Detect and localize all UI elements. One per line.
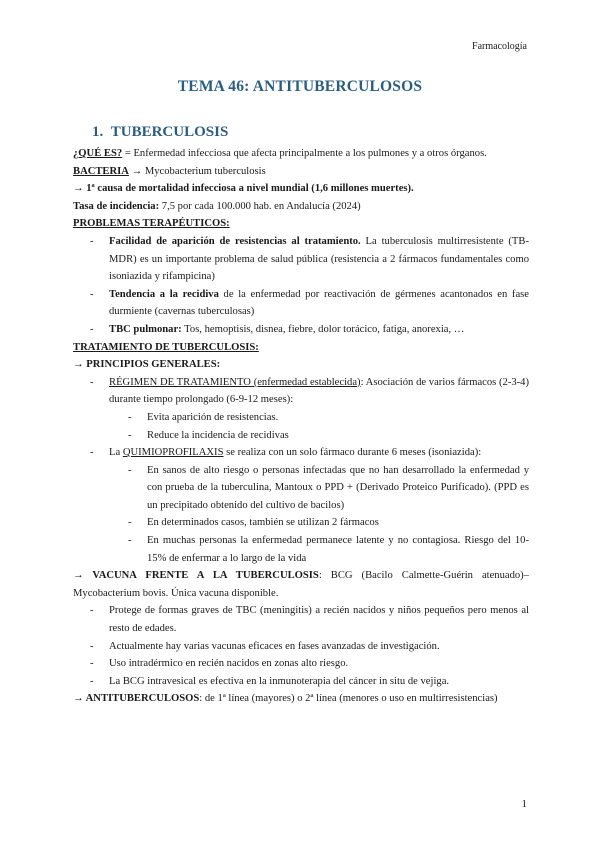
regimen-subitem: - Reduce la incidencia de recidivas — [128, 429, 289, 441]
bacteria-label: BACTERIA — [73, 165, 129, 177]
vacuna-item: - La BCG intravesical es efectiva en la inmunoterapia del cáncer in situ de vejiga. — [90, 675, 450, 687]
section-name: TUBERCULOSIS — [110, 124, 229, 140]
quimio-subitem: - En muchas personas la enfermedad permanece latente y no contagiosa. Riesgo del 10-15% de enfermar a lo largo de la vida — [128, 535, 529, 564]
vacuna-item: - Protege de formas graves de TBC (meningitis) a recién nacidos y niños pequeños pero menos al resto de edades. — [90, 605, 529, 635]
page-number: 1 — [521, 798, 527, 810]
antituberculosos-paragraph: → ANTITUBERCULOSOS: de 1ª línea (mayores) o 2ª línea (menores o uso en multirresistencias) — [73, 693, 498, 705]
quimio-subitem: - En sanos de alto riesgo o personas infectadas que no han desarrollado la enfermedad y con prueba de la tuberculina, Mantoux o PPD + (Derivado Proteico Purificado). (PPD es un precipitado obtenido del cultivo de bacilos) — [128, 464, 529, 511]
bacteria-text: → Mycobacterium tuberculosis — [128, 165, 266, 177]
incidencia-text: 7,5 por cada 100.000 hab. en Andalucía (2024) — [159, 200, 361, 212]
document-body — [73, 145, 529, 708]
principios-heading: → PRINCIPIOS GENERALES: — [73, 359, 221, 371]
section-number: 1. — [92, 124, 104, 140]
quimioprofilaxis-item: - La QUIMIOPROFILAXIS se realiza con un solo fármaco durante 6 meses (isoniazida): — [90, 447, 482, 459]
problema-item: - TBC pulmonar: Tos, hemoptisis, disnea, fiebre, dolor torácico, fatiga, anorexia, … — [90, 323, 465, 335]
page-title: TEMA 46: ANTITUBERCULOSOS — [177, 78, 423, 95]
problema-item: - Tendencia a la recidiva de la enfermedad por reactivación de gérmenes acantonados en fase durmiente (cavernas tuberculosas) — [90, 288, 529, 318]
bacteria-line — [73, 163, 529, 181]
problema-item: - Facilidad de aparición de resistencias al tratamiento. La tuberculosis multirresistente (TB-MDR) es un importante problema de salud pública (resistencia a 2 fármacos fundamentales como isoniazida y rifampicina) — [90, 235, 529, 283]
mortalidad-line: → 1ª causa de mortalidad infecciosa a nivel mundial (1,6 millones muertes). — [73, 183, 414, 195]
regimen-subitem: - Evita aparición de resistencias. — [128, 411, 279, 423]
incidencia-label: Tasa de incidencia: — [73, 200, 160, 212]
regimen-item: - RÉGIMEN DE TRATAMIENTO (enfermedad establecida): Asociación de varios fármacos (2-3-4) durante tiempo prolongado (6-9-12 meses): — [90, 376, 530, 406]
vacuna-paragraph: → VACUNA FRENTE A LA TUBERCULOSIS: BCG (Bacilo Calmette-Guérin atenuado)– Mycobacterium bovis. Única vacuna disponible. — [73, 570, 530, 599]
quimio-subitem: - En determinados casos, también se utilizan 2 fármacos — [128, 517, 379, 529]
vacuna-item: - Uso intradérmico en recién nacidos en zonas alto riesgo. — [90, 658, 349, 670]
section-heading — [92, 124, 228, 142]
problemas-heading: PROBLEMAS TERAPÉUTICOS: — [73, 218, 230, 230]
que-es-text: = Enfermedad infecciosa que afecta principalmente a los pulmones y a otros órganos. — [122, 148, 487, 159]
vacuna-item: - Actualmente hay varias vacunas eficaces en fases avanzadas de investigación. — [90, 640, 440, 652]
incidencia-line — [73, 198, 529, 216]
course-header: Farmacología — [472, 41, 527, 52]
que-es-line — [73, 145, 529, 163]
tratamiento-heading: TRATAMIENTO DE TUBERCULOSIS: — [73, 341, 259, 353]
que-es-label: ¿QUÉ ES? — [73, 148, 123, 159]
